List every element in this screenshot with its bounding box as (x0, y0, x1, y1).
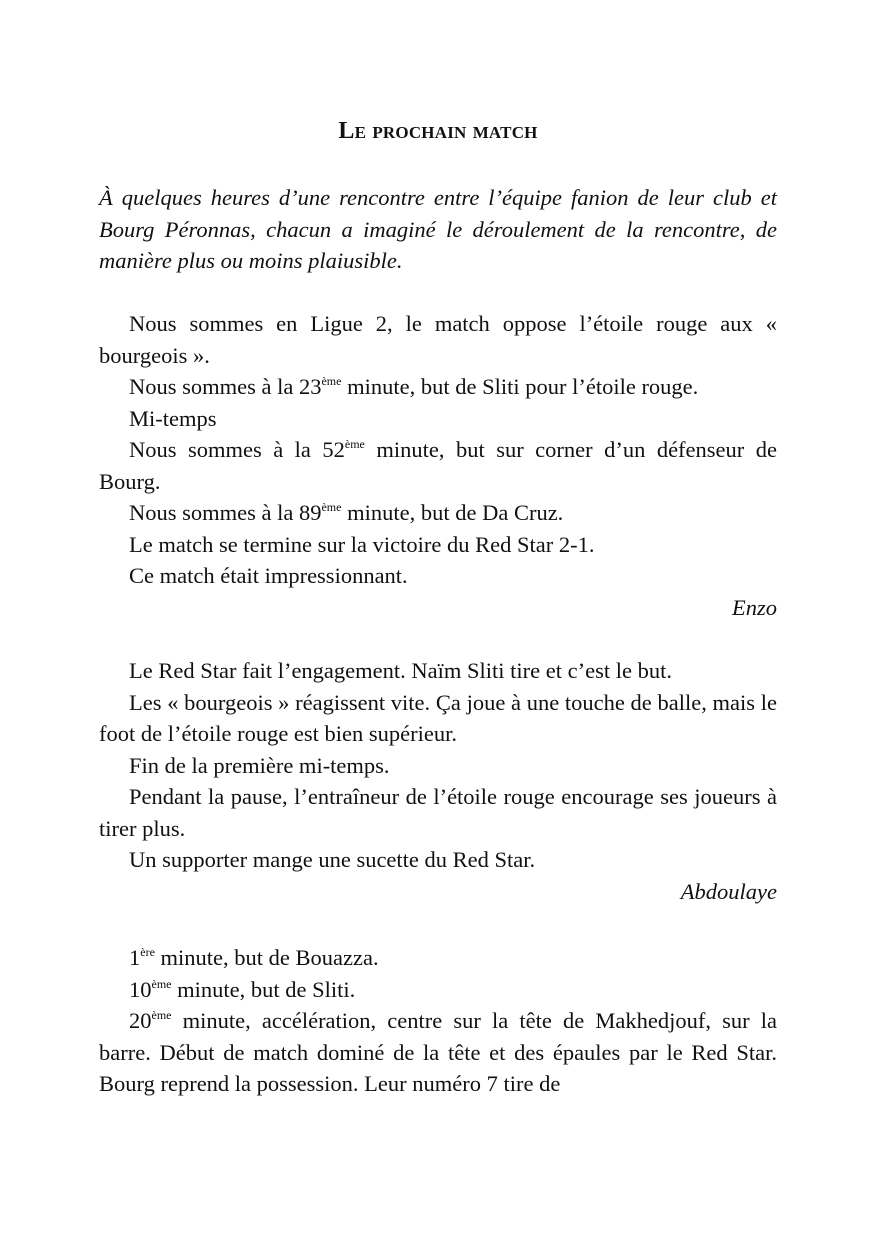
paragraph: 1ère minute, but de Bouazza. (129, 945, 379, 970)
paragraph: Mi-temps (129, 405, 217, 431)
story-enzo (99, 308, 777, 623)
paragraph: 20ème minute, accélération, centre sur la tête de Makhedjouf, sur la barre. Début de match dominé de la tête et des épaules par le Red Star. Bourg reprend la possession. Leur numéro 7 tire de (99, 1008, 777, 1096)
paragraph: Nous sommes en Ligue 2, le match oppose l’étoile rouge aux « bourgeois ». (99, 311, 777, 368)
paragraph: Ce match était impressionnant. (129, 563, 408, 588)
paragraph: Un supporter mange une sucette du Red Star. (129, 847, 536, 872)
paragraph: Le match se termine sur la victoire du Red Star 2-1. (129, 531, 595, 557)
author-signature: Enzo (732, 594, 777, 620)
paragraph: Nous sommes à la 89ème minute, but de Da Cruz. (129, 500, 564, 525)
paragraph: 10ème minute, but de Sliti. (129, 976, 356, 1002)
paragraph: Les « bourgeois » réagissent vite. Ça joue à une touche de balle, mais le foot de l’étoile rouge est bien supérieur. (99, 689, 777, 746)
paragraph: Nous sommes à la 23ème minute, but de Sliti pour l’étoile rouge. (129, 374, 699, 399)
paragraph: Le Red Star fait l’engagement. Naïm Sliti tire et c’est le but. (129, 658, 672, 683)
paragraph: Pendant la pause, l’entraîneur de l’étoile rouge encourage ses joueurs à tirer plus. (99, 784, 777, 841)
intro-paragraph: À quelques heures d’une rencontre entre l’équipe fanion de leur club et Bourg Péronnas, chacun a imaginé le déroulement de la rencontre, de manière plus ou moins plaiusible. (99, 185, 777, 273)
paragraph: Nous sommes à la 52ème minute, but sur corner d’un défenseur de Bourg. (99, 437, 777, 494)
author-signature: Abdoulaye (680, 878, 777, 904)
paragraph: Fin de la première mi-temps. (129, 752, 390, 778)
story-third (99, 942, 777, 1100)
page-title: Le prochain match (338, 118, 538, 144)
story-abdoulaye (99, 655, 777, 907)
